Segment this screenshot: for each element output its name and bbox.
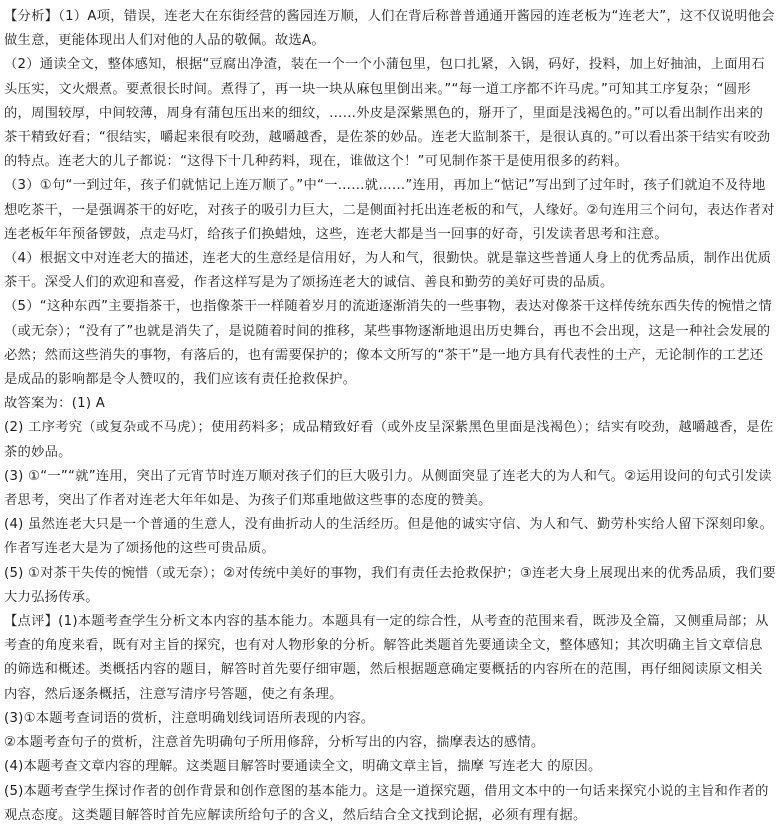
comment-1: 【点评】(1)本题考查学生分析文本内容的基本能力。本题具有一定的综合性，从考查的范围来看，既涉及全篇，又侧重局部；从考查的角度来看，既有对主旨的探究，也有对人物形象的分析。解答此类题首先要通读全文，整体感知；其次明确主旨文章信息的筛选和概述。类概括内容的题目，解答时首先要仔细审题，然后根据题意确定要概括的内容所在的范围，再仔细阅读原文相关内容，然后逐条概括，注意写清序号答题，使之有条理。 <box>4 614 769 702</box>
comment-3-2: ②本题考查句子的赏析，注意首先明确句子所用修辞，分析写出的内容，揣摩表达的感情。 <box>4 735 545 751</box>
comment-5: (5)本题考查学生探讨作者的创作背景和创作意图的基本能力。这是一道探究题，借用文本中的一句话来探究小说的主旨和作者的观点态度。这类题目解答时首先应解读所给句子的含义，然后结合全文找到论据，必须有理有据。 <box>4 783 769 823</box>
analysis-question-1: 【分析】（1）A项，错误，连老大在东街经营的酱园连万顺，人们在背后称普普通通开酱园的连老板为“连老大”，这不仅说明他会做生意，更能体现出人们对他的人品的敬佩。故选A。 <box>4 9 775 49</box>
answer-2: (2) 工序考究（或复杂或不马虎）；使用药料多；成品精致好看（或外皮呈深紫黑色里面是浅褐色）；结实有咬劲，越嚼越香，是佐茶的妙品。 <box>4 420 774 460</box>
answer-4: (4) 虽然连老大只是一个普通的生意人，没有曲折动人的生活经历。但是他的诚实守信、为人和气、勤劳朴实给人留下深刻印象。作者写连老大是为了颂扬他的这些可贵品质。 <box>4 517 774 557</box>
analysis-question-5: （5）“这种东西”主要指茶干，也指像茶干一样随着岁月的流逝逐渐消失的一些事物，表达对像茶干这样传统东西失传的惋惜之情（或无奈）；“没有了”也就是消失了，是说随着时间的推移，某些事物逐渐地退出历史舞台，再也不会出现，这是一种社会发展的必然；然而这些消失的事物，有落后的，也有需要保护的；像本文所写的“茶干”是一地方具有代表性的土产，无论制作的工艺还是成品的影响都是令人赞叹的，我们应该有责任抢救保护。 <box>4 299 773 388</box>
analysis-question-2: （2）通读全文，整体感知，根据“豆腐出净渣，装在一个一个小蒲包里，包口扎紧，入锅，码好，投料，加上好抽油，上面用石头压实，文火煨煮。要煮很长时间。煮得了，再一块一块从麻包里倒出来。”“每一道工序都不许马虎。”可知其工序复杂；“圆形的，周围较厚，中间较薄，周身有蒲包压出来的细纹，……外皮是深紫黑色的，掰开了，里面是浅褐色的。”可以看出制作出来的茶干精致好看；“很结实，嚼起来很有咬劲，越嚼越香，是佐茶的妙品。连老大监制茶干，是很认真的。”可以看出茶干结实有咬劲的特点。连老大的儿子都说：“这得下十几种药料，现在，谁做这个！”可见制作茶干是使用很多的药料。 <box>4 57 771 170</box>
comment-4: (4)本题考查文章内容的理解。这类题目解答时要通读全文，明确文章主旨，揣摩 写连老大 的原因。 <box>4 759 602 775</box>
answer-3: (3) ①“一”“就”连用，突出了元宵节时连万顺对孩子们的巨大吸引力。从侧面突显了连老大的为人和气。②运用设问的句式引发读者思考，突出了作者对连老大年年如是、为孩子们郑重地做这些事的态度的赞美。 <box>4 468 772 509</box>
comment-3-1: (3)①本题考查词语的赏析，注意明确划线词语所表现的内容。 <box>4 710 375 726</box>
analysis-question-4: （4）根据文中对连老大的描述，连老大的生意经是信用好，为人和气，很勤快。就是靠这些普通人身上的优秀品质，制作出优质茶干。深受人们的欢迎和喜爱，作者这样写是为了颂扬连老大的诚信、善良和勤劳的美好可贵的品质。 <box>4 251 772 291</box>
analysis-question-3: （3）①句“一到过年，孩子们就惦记上连万顺了。”中“一……就……”连用，再加上“惦记”写出到了过年时，孩子们就迫不及待地想吃茶干，一是强调茶干的好吃，对孩子的吸引力巨大，二是侧面衬托出连老板的和气，人缘好。②句连用三个问句，表达作者对连老板年年预备锣鼓，点走马灯，给孩子们换蜡烛，这些，连老大都是当一回事的好奇，引发读者思考和注意。 <box>4 178 775 242</box>
answer-1: 故答案为：(1) A <box>4 396 106 412</box>
answer-5: (5) ①对茶干失传的惋惜（或无奈）；②对传统中美好的事物，我们有责任去抢救保护；③连老大身上展现出来的优秀品质，我们要大力弘扬传承。 <box>4 565 776 605</box>
